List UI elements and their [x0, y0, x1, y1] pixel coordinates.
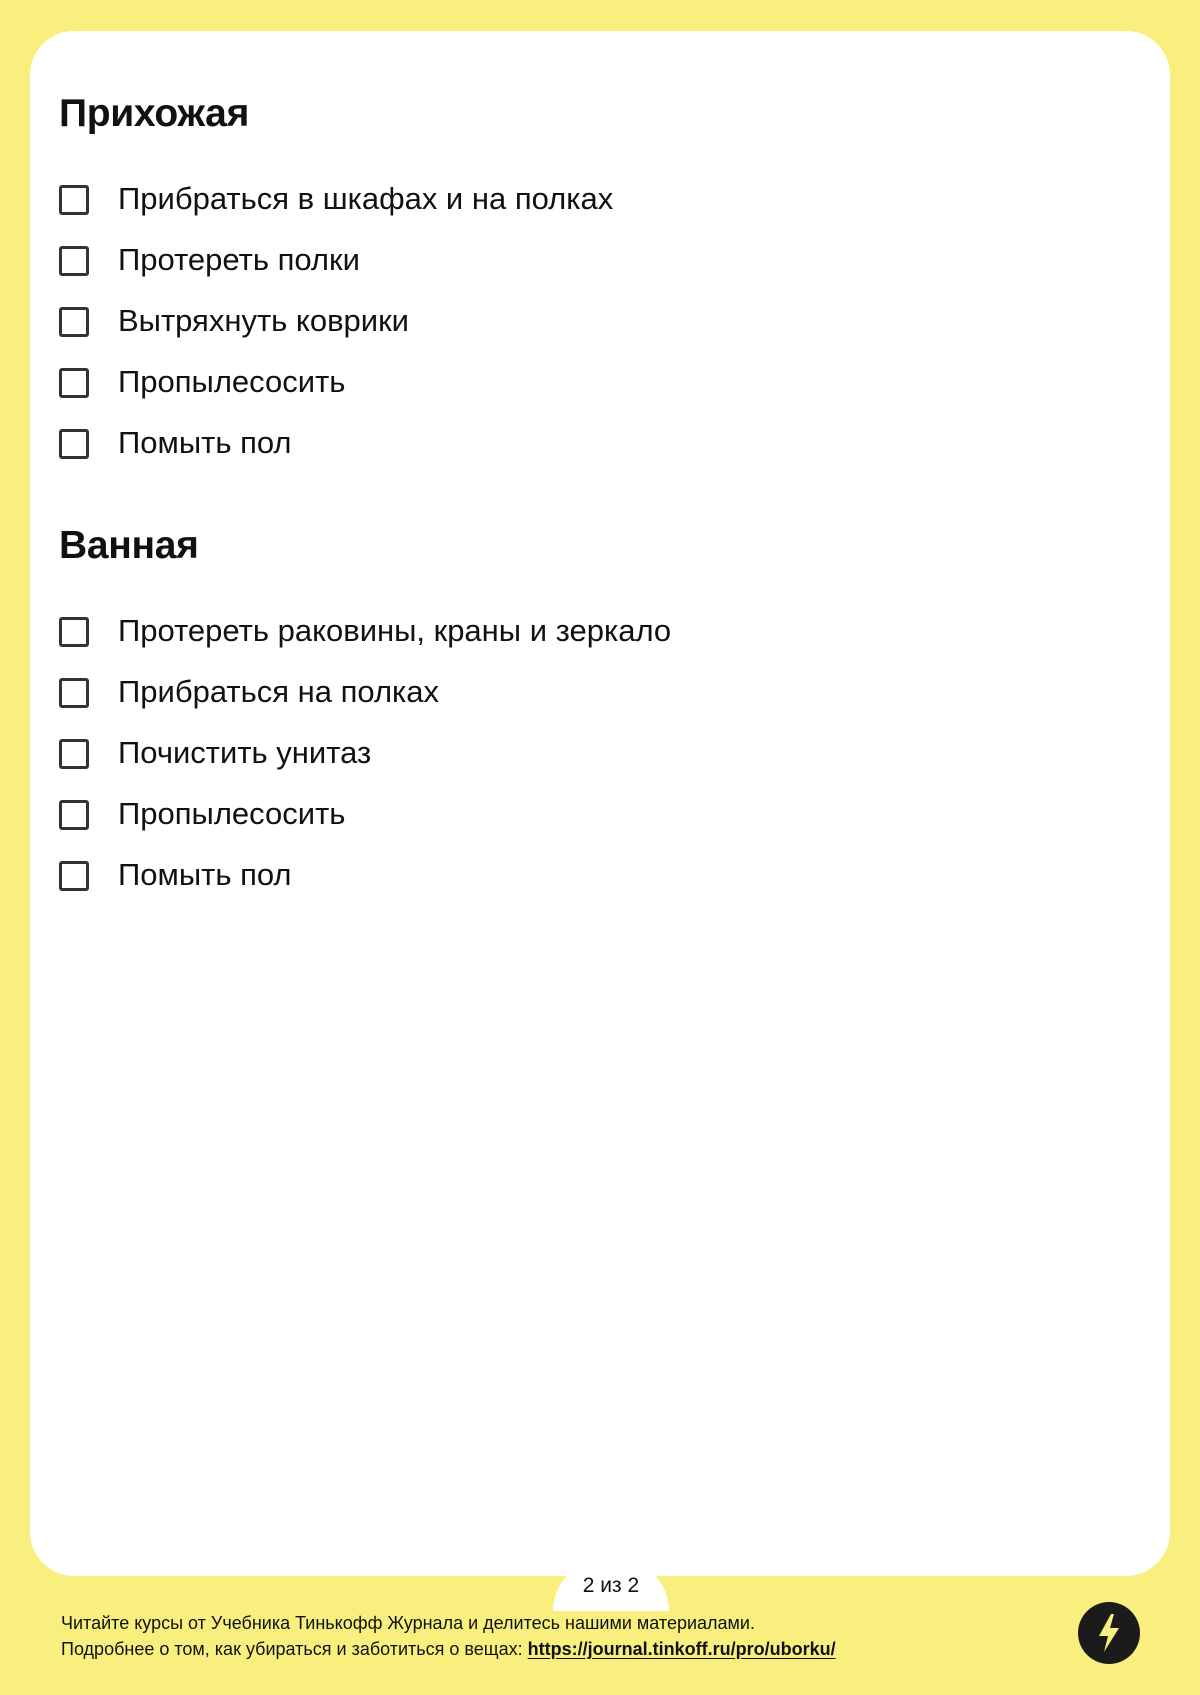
lightning-bolt-icon	[1078, 1602, 1140, 1664]
checklist-item-label: Вытряхнуть коврики	[118, 303, 409, 339]
page-indicator: 2 из 2	[582, 1574, 640, 1597]
checklist-item-label: Помыть пол	[118, 425, 292, 461]
section-title: Ванная	[59, 524, 199, 567]
checklist-item-label: Пропылесосить	[118, 364, 346, 400]
checklist-item-label: Помыть пол	[118, 857, 292, 893]
checkbox-icon[interactable]	[59, 368, 89, 398]
checklist-item[interactable]	[59, 169, 1119, 230]
footer-line-2	[61, 1636, 961, 1662]
checkbox-icon[interactable]	[59, 800, 89, 830]
checklist-card	[30, 31, 1170, 1576]
checkbox-icon[interactable]	[59, 429, 89, 459]
checklist-item-label: Протереть раковины, краны и зеркало	[118, 613, 672, 649]
checklist-item[interactable]	[59, 352, 1119, 413]
footer-line-2-prefix: Подробнее о том, как убираться и заботиться о вещах:	[61, 1639, 523, 1659]
checkbox-icon[interactable]	[59, 678, 89, 708]
checkbox-icon[interactable]	[59, 617, 89, 647]
checklist-item[interactable]	[59, 601, 1119, 662]
checklist-item[interactable]	[59, 662, 1119, 723]
checklist-item[interactable]	[59, 723, 1119, 784]
footer-link[interactable]: https://journal.tinkoff.ru/pro/uborku/	[527, 1639, 836, 1659]
section-hallway	[59, 59, 1119, 474]
section-title: Прихожая	[59, 92, 250, 135]
checkbox-icon[interactable]	[59, 307, 89, 337]
checklist-item[interactable]	[59, 784, 1119, 845]
checkbox-icon[interactable]	[59, 246, 89, 276]
checklist-item[interactable]	[59, 230, 1119, 291]
checklist	[59, 601, 1119, 906]
checklist-item-label: Прибраться в шкафах и на полках	[118, 181, 614, 217]
footer-line-1: Читайте курсы от Учебника Тинькофф Журнала и делитесь нашими материалами.	[61, 1613, 755, 1633]
checkbox-icon[interactable]	[59, 861, 89, 891]
checklist-item-label: Почистить унитаз	[118, 735, 372, 771]
checklist	[59, 169, 1119, 474]
section-bathroom	[59, 491, 1119, 906]
checklist-item-label: Пропылесосить	[118, 796, 346, 832]
checkbox-icon[interactable]	[59, 185, 89, 215]
checklist-item-label: Протереть полки	[118, 242, 360, 278]
checklist-item[interactable]	[59, 413, 1119, 474]
checkbox-icon[interactable]	[59, 739, 89, 769]
footer-note	[61, 1610, 961, 1662]
checklist-item[interactable]	[59, 291, 1119, 352]
checklist-item-label: Прибраться на полках	[118, 674, 440, 710]
checklist-item[interactable]	[59, 845, 1119, 906]
